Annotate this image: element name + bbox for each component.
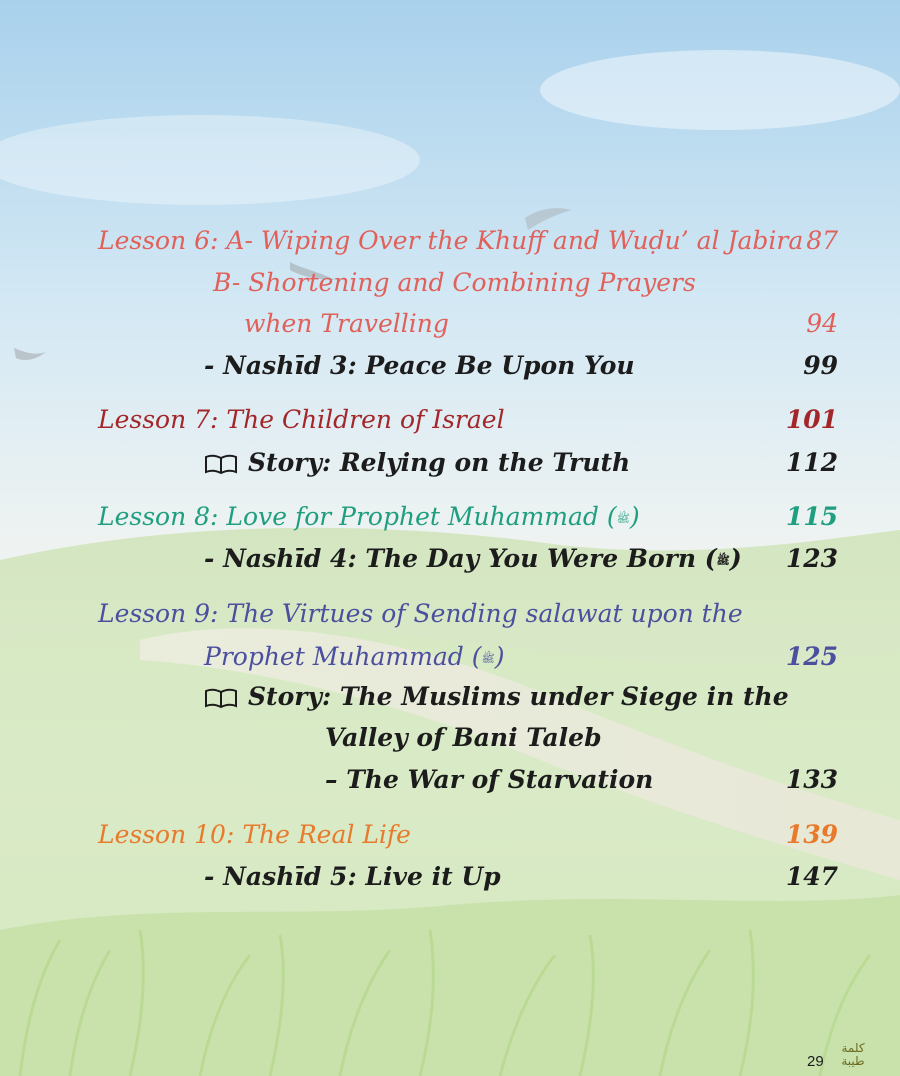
pbuh-calligraphy-glyph: ﷺ (616, 512, 630, 525)
toc-entry-title: - Nashīd 4: The Day You Were Born ( (204, 544, 717, 573)
toc-entry-title: Lesson 8: Love for Prophet Muhammad ( (98, 502, 617, 531)
toc-entry-l9b (204, 642, 505, 672)
toc-entry-title: - Nashīd 3: Peace Be Upon You (204, 351, 635, 380)
toc-entry-title: when Travelling (244, 309, 449, 338)
toc-entry-l7 (98, 405, 505, 435)
toc-entry-s9c (325, 765, 653, 795)
toc-page-number: 123 (785, 544, 838, 573)
page-number: 29 (807, 1053, 824, 1070)
toc-entry-l6a (98, 226, 803, 256)
toc-entry-title: Lesson 6: A- Wiping Over the Khuff and Wuḍu’ al Jabira (98, 226, 804, 255)
toc-page-number: 115 (785, 502, 838, 531)
toc-entry-title: B- Shortening and Combining Prayers (213, 268, 696, 297)
toc-entry-title: Valley of Bani Taleb (325, 723, 602, 752)
logo-text: كلمة طيبة (841, 1041, 865, 1068)
toc-entry-n5 (204, 862, 501, 892)
toc-entry-l8 (98, 502, 640, 532)
toc-page-number: 101 (785, 405, 838, 434)
toc-entry-title: Lesson 10: The Real Life (98, 820, 411, 849)
toc-page-number: 125 (785, 642, 838, 671)
open-book-icon (204, 686, 238, 716)
toc-page-number: 99 (803, 351, 838, 380)
toc-page-number: 94 (806, 309, 838, 338)
toc-page-number: 112 (785, 448, 838, 477)
toc-entry-l9a (98, 599, 743, 629)
toc-entry-title: Story: The Muslims under Siege in the (248, 682, 789, 711)
toc-page-number: 147 (785, 862, 838, 891)
toc-entry-title: Prophet Muhammad ( (204, 642, 482, 671)
toc-entry-l6b1 (213, 268, 696, 298)
open-book-icon (204, 452, 238, 482)
toc-entry-l10 (98, 820, 411, 850)
closing-paren: ) (729, 544, 742, 573)
toc-entry-n3 (204, 351, 635, 381)
toc-entry-n4 (204, 544, 742, 574)
toc-entry-title: Story: Relying on the Truth (248, 448, 631, 477)
toc-entry-title: Lesson 7: The Children of Israel (98, 405, 505, 434)
toc-page-number: 133 (785, 765, 838, 794)
toc-entry-l6b2 (244, 309, 449, 339)
closing-paren: ) (629, 502, 640, 531)
toc-page-number: 139 (785, 820, 838, 849)
toc-entry-title: – The War of Starvation (325, 765, 654, 794)
toc-page-number: 87 (806, 226, 838, 255)
toc-entry-s9a (204, 682, 789, 716)
toc-entry-title: Lesson 9: The Virtues of Sending salawat upon the (98, 599, 743, 628)
toc-entry-s9b (325, 723, 602, 753)
toc-entry-title: - Nashīd 5: Live it Up (204, 862, 501, 891)
pbuh-calligraphy-glyph: ﷺ (481, 652, 495, 665)
pbuh-calligraphy-glyph: ﷺ (716, 554, 730, 567)
toc-entry-s7 (204, 448, 630, 482)
closing-paren: ) (494, 642, 505, 671)
